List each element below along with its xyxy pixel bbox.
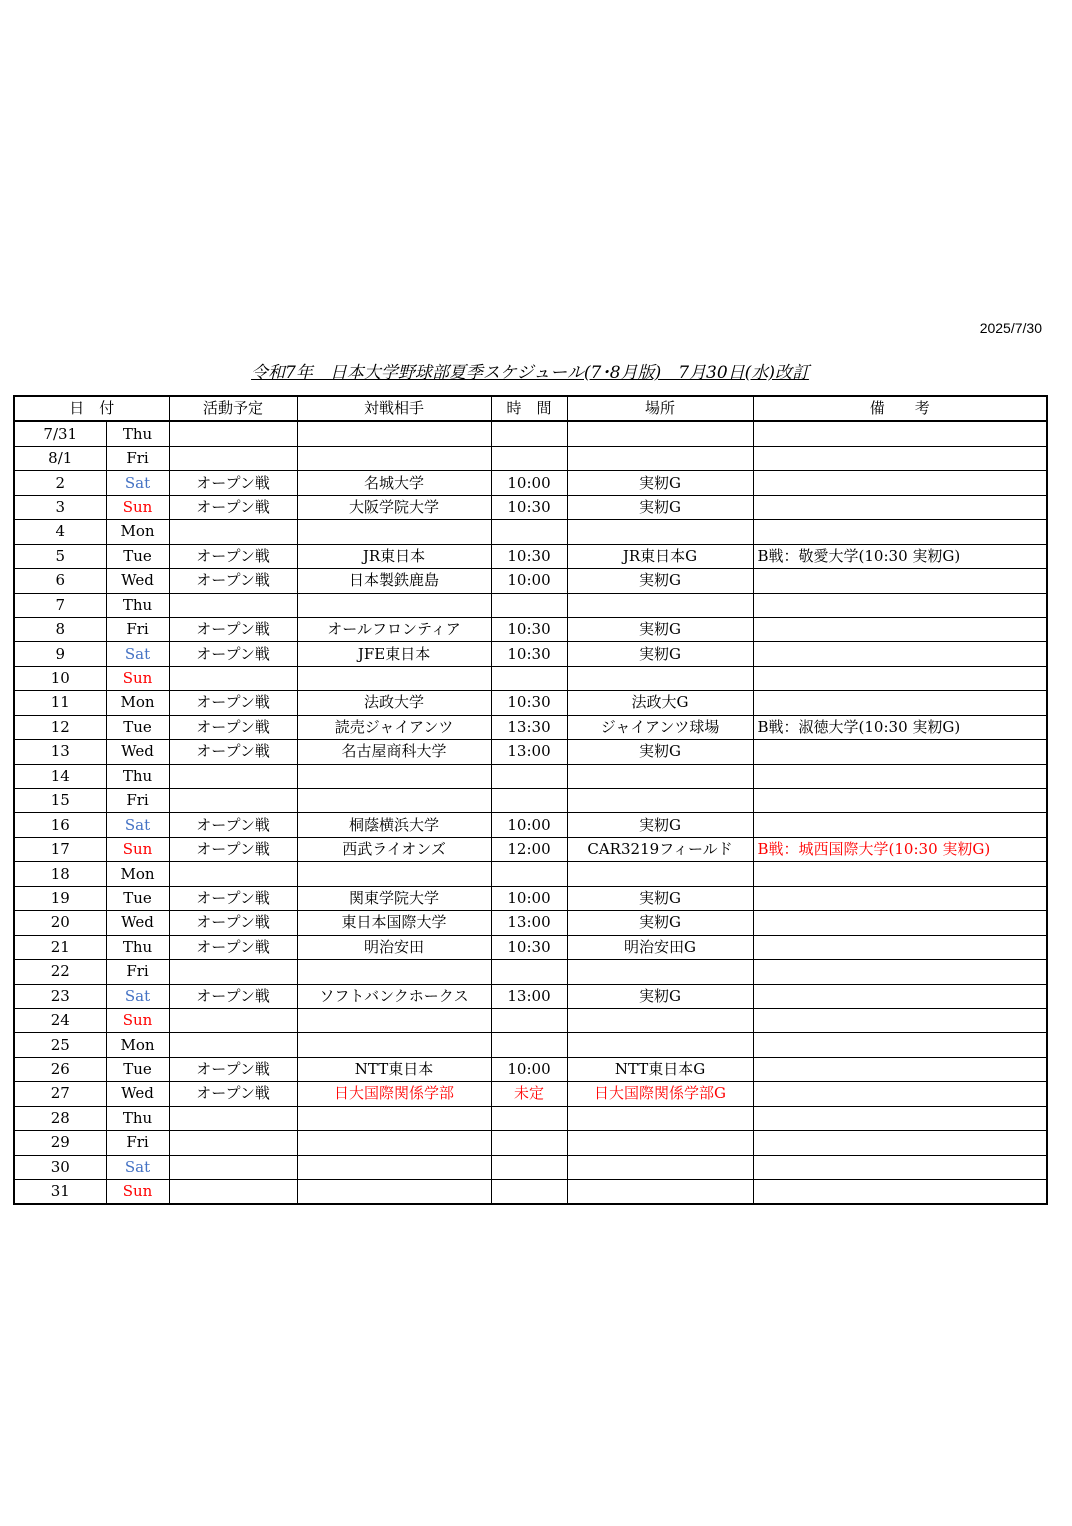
schedule-body (14, 421, 1047, 1204)
opponent-cell (297, 666, 491, 690)
venue-cell (567, 1180, 753, 1205)
time-cell: 10:30 (491, 691, 567, 715)
time-cell: 10:30 (491, 617, 567, 641)
time-cell (491, 421, 567, 446)
weekday-cell: Thu (106, 935, 169, 959)
notes-cell (753, 1057, 1047, 1081)
venue-cell: CAR3219フィールド (567, 837, 753, 861)
notes-cell (753, 1033, 1047, 1057)
date-cell: 18 (14, 862, 106, 886)
weekday-cell: Fri (106, 789, 169, 813)
notes-cell (753, 1008, 1047, 1032)
opponent-cell: 関東学院大学 (297, 886, 491, 910)
table-row (14, 642, 1047, 666)
table-row (14, 691, 1047, 715)
weekday-cell: Sun (106, 837, 169, 861)
time-cell (491, 666, 567, 690)
notes-cell (753, 471, 1047, 495)
table-row (14, 837, 1047, 861)
date-cell: 7/31 (14, 421, 106, 446)
opponent-cell: 東日本国際大学 (297, 911, 491, 935)
table-row (14, 764, 1047, 788)
header-opponent: 対戦相手 (297, 396, 491, 421)
notes-cell (753, 1106, 1047, 1130)
table-row (14, 813, 1047, 837)
table-row (14, 911, 1047, 935)
opponent-cell: 西武ライオンズ (297, 837, 491, 861)
notes-cell (753, 1131, 1047, 1155)
date-cell: 8/1 (14, 446, 106, 470)
notes-cell (753, 984, 1047, 1008)
activity-cell: オープン戦 (169, 495, 297, 519)
opponent-cell: 日大国際関係学部 (297, 1082, 491, 1106)
time-cell: 10:00 (491, 569, 567, 593)
venue-cell (567, 862, 753, 886)
notes-cell (753, 593, 1047, 617)
time-cell (491, 520, 567, 544)
activity-cell: オープン戦 (169, 886, 297, 910)
time-cell (491, 764, 567, 788)
weekday-cell: Mon (106, 1033, 169, 1057)
venue-cell: 日大国際関係学部G (567, 1082, 753, 1106)
header-row (14, 396, 1047, 421)
date-cell: 20 (14, 911, 106, 935)
time-cell: 13:00 (491, 984, 567, 1008)
opponent-cell (297, 1131, 491, 1155)
date-cell: 6 (14, 569, 106, 593)
date-cell: 30 (14, 1155, 106, 1179)
table-row (14, 984, 1047, 1008)
weekday-cell: Sat (106, 471, 169, 495)
date-cell: 11 (14, 691, 106, 715)
time-cell: 10:30 (491, 935, 567, 959)
header-venue: 場所 (567, 396, 753, 421)
time-cell (491, 789, 567, 813)
table-row (14, 715, 1047, 739)
date-cell: 2 (14, 471, 106, 495)
table-row (14, 1033, 1047, 1057)
table-row (14, 495, 1047, 519)
venue-cell: 法政大G (567, 691, 753, 715)
activity-cell (169, 960, 297, 984)
time-cell: 10:30 (491, 544, 567, 568)
activity-cell: オープン戦 (169, 911, 297, 935)
date-cell: 26 (14, 1057, 106, 1081)
opponent-cell: 明治安田 (297, 935, 491, 959)
table-row (14, 1106, 1047, 1130)
time-cell (491, 1008, 567, 1032)
activity-cell: オープン戦 (169, 813, 297, 837)
opponent-cell (297, 446, 491, 470)
weekday-cell: Sat (106, 813, 169, 837)
opponent-cell (297, 862, 491, 886)
date-cell: 13 (14, 740, 106, 764)
venue-cell (567, 1033, 753, 1057)
time-cell: 13:00 (491, 740, 567, 764)
weekday-cell: Wed (106, 1082, 169, 1106)
weekday-cell: Sat (106, 1155, 169, 1179)
notes-cell (753, 520, 1047, 544)
header-activity: 活動予定 (169, 396, 297, 421)
notes-cell (753, 446, 1047, 470)
time-cell (491, 1155, 567, 1179)
venue-cell: NTT東日本G (567, 1057, 753, 1081)
opponent-cell (297, 1106, 491, 1130)
weekday-cell: Sun (106, 495, 169, 519)
opponent-cell: 読売ジャイアンツ (297, 715, 491, 739)
time-cell: 10:30 (491, 642, 567, 666)
venue-cell (567, 1131, 753, 1155)
activity-cell: オープン戦 (169, 715, 297, 739)
table-row (14, 593, 1047, 617)
table-row (14, 446, 1047, 470)
weekday-cell: Sat (106, 984, 169, 1008)
weekday-cell: Wed (106, 569, 169, 593)
activity-cell: オープン戦 (169, 642, 297, 666)
venue-cell: 実籾G (567, 911, 753, 935)
time-cell: 13:30 (491, 715, 567, 739)
activity-cell: オープン戦 (169, 569, 297, 593)
venue-cell (567, 421, 753, 446)
weekday-cell: Fri (106, 1131, 169, 1155)
time-cell: 10:00 (491, 1057, 567, 1081)
venue-cell: 実籾G (567, 740, 753, 764)
activity-cell (169, 764, 297, 788)
time-cell: 10:00 (491, 813, 567, 837)
date-cell: 28 (14, 1106, 106, 1130)
notes-cell (753, 960, 1047, 984)
date-cell: 15 (14, 789, 106, 813)
weekday-cell: Tue (106, 715, 169, 739)
time-cell: 未定 (491, 1082, 567, 1106)
weekday-cell: Sat (106, 642, 169, 666)
time-cell (491, 446, 567, 470)
weekday-cell: Thu (106, 1106, 169, 1130)
weekday-cell: Sun (106, 666, 169, 690)
table-row (14, 471, 1047, 495)
header-time: 時 間 (491, 396, 567, 421)
schedule-table (13, 395, 1048, 1205)
opponent-cell: オールフロンティア (297, 617, 491, 641)
notes-cell (753, 1155, 1047, 1179)
weekday-cell: Mon (106, 862, 169, 886)
notes-cell (753, 666, 1047, 690)
time-cell: 12:00 (491, 837, 567, 861)
date-cell: 31 (14, 1180, 106, 1205)
opponent-cell (297, 789, 491, 813)
activity-cell: オープン戦 (169, 471, 297, 495)
notes-cell (753, 740, 1047, 764)
activity-cell (169, 1106, 297, 1130)
venue-cell (567, 446, 753, 470)
activity-cell: オープン戦 (169, 837, 297, 861)
notes-cell: B戦：城西国際大学(10:30 実籾G) (753, 837, 1047, 861)
venue-cell (567, 764, 753, 788)
venue-cell (567, 1008, 753, 1032)
time-cell (491, 862, 567, 886)
notes-cell (753, 617, 1047, 641)
date-cell: 14 (14, 764, 106, 788)
opponent-cell: 名城大学 (297, 471, 491, 495)
weekday-cell: Sun (106, 1008, 169, 1032)
notes-cell: B戦：淑徳大学(10:30 実籾G) (753, 715, 1047, 739)
weekday-cell: Mon (106, 691, 169, 715)
opponent-cell: 日本製鉄鹿島 (297, 569, 491, 593)
table-row (14, 1155, 1047, 1179)
table-row (14, 1082, 1047, 1106)
time-cell (491, 1131, 567, 1155)
opponent-cell (297, 593, 491, 617)
activity-cell (169, 666, 297, 690)
table-row (14, 789, 1047, 813)
opponent-cell: 大阪学院大学 (297, 495, 491, 519)
table-row (14, 666, 1047, 690)
date-cell: 22 (14, 960, 106, 984)
weekday-cell: Fri (106, 446, 169, 470)
venue-cell (567, 960, 753, 984)
venue-cell: 実籾G (567, 471, 753, 495)
activity-cell (169, 421, 297, 446)
opponent-cell: 法政大学 (297, 691, 491, 715)
date-cell: 7 (14, 593, 106, 617)
activity-cell: オープン戦 (169, 544, 297, 568)
notes-cell (753, 764, 1047, 788)
venue-cell (567, 520, 753, 544)
time-cell (491, 960, 567, 984)
time-cell (491, 1033, 567, 1057)
date-cell: 29 (14, 1131, 106, 1155)
weekday-cell: Sun (106, 1180, 169, 1205)
venue-cell (567, 1106, 753, 1130)
opponent-cell: 桐蔭横浜大学 (297, 813, 491, 837)
table-row (14, 1131, 1047, 1155)
weekday-cell: Tue (106, 886, 169, 910)
activity-cell (169, 1180, 297, 1205)
table-row (14, 740, 1047, 764)
weekday-cell: Thu (106, 764, 169, 788)
date-cell: 27 (14, 1082, 106, 1106)
activity-cell (169, 1131, 297, 1155)
notes-cell (753, 911, 1047, 935)
weekday-cell: Tue (106, 1057, 169, 1081)
date-cell: 17 (14, 837, 106, 861)
date-cell: 19 (14, 886, 106, 910)
date-cell: 9 (14, 642, 106, 666)
table-row (14, 1180, 1047, 1205)
notes-cell (753, 421, 1047, 446)
time-cell: 10:30 (491, 495, 567, 519)
header-notes: 備 考 (753, 396, 1047, 421)
time-cell: 13:00 (491, 911, 567, 935)
weekday-cell: Mon (106, 520, 169, 544)
activity-cell (169, 1033, 297, 1057)
date-cell: 24 (14, 1008, 106, 1032)
venue-cell: 実籾G (567, 617, 753, 641)
activity-cell: オープン戦 (169, 617, 297, 641)
venue-cell (567, 593, 753, 617)
weekday-cell: Fri (106, 960, 169, 984)
date-cell: 8 (14, 617, 106, 641)
notes-cell (753, 691, 1047, 715)
venue-cell: 実籾G (567, 495, 753, 519)
weekday-cell: Wed (106, 740, 169, 764)
time-cell (491, 1106, 567, 1130)
date-cell: 5 (14, 544, 106, 568)
activity-cell (169, 1155, 297, 1179)
opponent-cell (297, 960, 491, 984)
venue-cell (567, 666, 753, 690)
weekday-cell: Wed (106, 911, 169, 935)
opponent-cell (297, 1008, 491, 1032)
table-row (14, 862, 1047, 886)
opponent-cell: ソフトバンクホークス (297, 984, 491, 1008)
header-date: 日 付 (14, 396, 169, 421)
table-row (14, 617, 1047, 641)
notes-cell (753, 1180, 1047, 1205)
opponent-cell (297, 1155, 491, 1179)
notes-cell (753, 569, 1047, 593)
weekday-cell: Thu (106, 421, 169, 446)
venue-cell: 実籾G (567, 984, 753, 1008)
table-row (14, 935, 1047, 959)
date-cell: 16 (14, 813, 106, 837)
activity-cell (169, 862, 297, 886)
opponent-cell (297, 520, 491, 544)
date-cell: 25 (14, 1033, 106, 1057)
notes-cell (753, 935, 1047, 959)
activity-cell (169, 446, 297, 470)
opponent-cell: JR東日本 (297, 544, 491, 568)
notes-cell (753, 495, 1047, 519)
venue-cell: 実籾G (567, 813, 753, 837)
activity-cell: オープン戦 (169, 1082, 297, 1106)
venue-cell (567, 1155, 753, 1179)
activity-cell (169, 789, 297, 813)
table-row (14, 1008, 1047, 1032)
activity-cell: オープン戦 (169, 935, 297, 959)
table-row (14, 544, 1047, 568)
date-cell: 10 (14, 666, 106, 690)
activity-cell (169, 520, 297, 544)
time-cell (491, 1180, 567, 1205)
time-cell: 10:00 (491, 886, 567, 910)
notes-cell (753, 789, 1047, 813)
notes-cell: B戦：敬愛大学(10:30 実籾G) (753, 544, 1047, 568)
venue-cell: ジャイアンツ球場 (567, 715, 753, 739)
opponent-cell (297, 1033, 491, 1057)
opponent-cell (297, 421, 491, 446)
venue-cell (567, 789, 753, 813)
table-row (14, 421, 1047, 446)
notes-cell (753, 886, 1047, 910)
activity-cell: オープン戦 (169, 984, 297, 1008)
opponent-cell: JFE東日本 (297, 642, 491, 666)
venue-cell: 実籾G (567, 569, 753, 593)
weekday-cell: Tue (106, 544, 169, 568)
table-row (14, 520, 1047, 544)
notes-cell (753, 1082, 1047, 1106)
document-title: 令和7年 日本大学野球部夏季スケジュール(7･8月版) 7月30日(水)改訂 (251, 363, 809, 383)
notes-cell (753, 813, 1047, 837)
time-cell (491, 593, 567, 617)
activity-cell (169, 1008, 297, 1032)
activity-cell: オープン戦 (169, 740, 297, 764)
weekday-cell: Thu (106, 593, 169, 617)
venue-cell: 実籾G (567, 642, 753, 666)
opponent-cell: 名古屋商科大学 (297, 740, 491, 764)
notes-cell (753, 862, 1047, 886)
table-row (14, 569, 1047, 593)
venue-cell: JR東日本G (567, 544, 753, 568)
date-cell: 12 (14, 715, 106, 739)
table-row (14, 886, 1047, 910)
date-cell: 23 (14, 984, 106, 1008)
table-row (14, 960, 1047, 984)
date-cell: 4 (14, 520, 106, 544)
time-cell: 10:00 (491, 471, 567, 495)
activity-cell (169, 593, 297, 617)
table-row (14, 1057, 1047, 1081)
date-cell: 21 (14, 935, 106, 959)
date-cell: 3 (14, 495, 106, 519)
opponent-cell: NTT東日本 (297, 1057, 491, 1081)
weekday-cell: Fri (106, 617, 169, 641)
opponent-cell (297, 764, 491, 788)
opponent-cell (297, 1180, 491, 1205)
activity-cell: オープン戦 (169, 691, 297, 715)
venue-cell: 明治安田G (567, 935, 753, 959)
venue-cell: 実籾G (567, 886, 753, 910)
revision-date: 2025/7/30 (979, 320, 1042, 336)
activity-cell: オープン戦 (169, 1057, 297, 1081)
notes-cell (753, 642, 1047, 666)
